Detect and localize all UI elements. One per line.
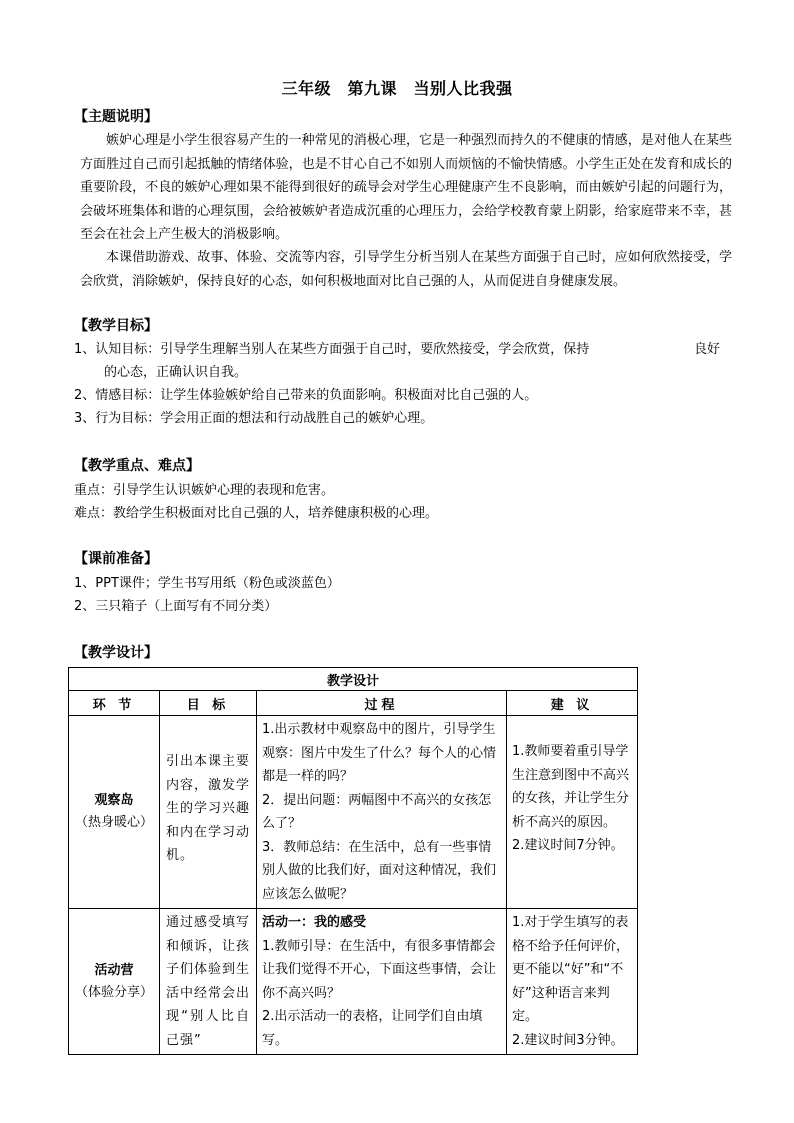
table-row <box>69 716 638 909</box>
header-suggestion: 建 议 <box>507 691 638 716</box>
process-cell <box>257 909 507 1055</box>
design-heading: 【教学设计】 <box>74 645 158 661</box>
goal-3: 3、行为目标：学会用正面的想法和行动战胜自己的嫉妒心理。 <box>74 411 434 426</box>
process-cell <box>257 716 507 909</box>
suggestion-item: 1.对于学生填写的表格不给予任何评价，更不能以“好”和“不好”这种语言来判定。 <box>512 915 630 1024</box>
section-subtitle: （体验分享） <box>74 984 153 1000</box>
suggestion-cell <box>507 716 638 909</box>
goal-cell: 通过感受填写和倾诉，让孩子们体验到生活中经常会出现“别人比自己强” <box>160 909 257 1055</box>
suggestion-item: 2.建议时间3分钟。 <box>512 1032 624 1048</box>
table-caption: 教学设计 <box>69 668 638 691</box>
process-step: 1.出示教材中观察岛中的图片，引导学生观察：图片中发生了什么？每个人的心情都是一样的吗？ <box>262 722 497 784</box>
difficult-point: 难点：教给学生积极面对比自己强的人，培养健康积极的心理。 <box>74 506 439 521</box>
suggestion-cell <box>507 909 638 1055</box>
process-step: 3．教师总结：在生活中，总有一些事情别人做的比我们好，面对这种情况，我们应该怎么做呢？ <box>262 839 497 902</box>
section-cell <box>69 909 160 1055</box>
key-point: 重点：引导学生认识嫉妒心理的表现和危害。 <box>74 483 335 498</box>
goal-1-line-2: 的心态，正确认识自我。 <box>104 365 248 380</box>
header-section: 环 节 <box>69 691 160 716</box>
suggestion-item: 1.教师要着重引导学生注意到图中不高兴的女孩，并让学生分析不高兴的原因。 <box>512 744 630 830</box>
theme-heading: 【主题说明】 <box>74 109 158 125</box>
section-name: 观察岛 <box>94 793 134 808</box>
goal-cell: 引出本课主要内容，激发学生的学习兴趣和内在学习动机。 <box>160 716 257 909</box>
header-goal: 目 标 <box>160 691 257 716</box>
section-subtitle: （热身暖心） <box>74 815 153 830</box>
process-step: 1.教师引导：在生活中，有很多事情都会让我们觉得不开心，下面这些事情，会让你不高兴吗？ <box>262 938 497 1001</box>
prep-heading: 【课前准备】 <box>74 551 158 567</box>
process-step: 2．提出问题：两幅图中不高兴的女孩怎么了？ <box>262 792 492 831</box>
prep-item-1: 1、PPT课件；学生书写用纸（粉色或淡蓝色） <box>74 576 340 591</box>
prep-item-2: 2、三只箱子（上面写有不同分类） <box>74 599 278 614</box>
goal-1-gap-word: 良好 <box>694 342 721 357</box>
theme-paragraph-1: 嫉妒心理是小学生很容易产生的一种常见的消极心理，它是一种强烈而持久的不健康的情感，是对他人在某些方面胜过自己而引起抵触的情绪体验，也是不甘心自己不如别人而烦恼的不愉快情感。小学生正处在发育和成长的重要阶段，不良的嫉妒心理如果不能得到很好的疏导会对学生心理健康产生不良影响，而由嫉妒引起的问题行为，会破坏班集体和谐的心理氛围，会给被嫉妒者造成沉重的心理压力，会给学校教育蒙上阴影，给家庭带来不幸，甚至会在社会上产生极大的消极影响。 <box>80 133 732 242</box>
design-table <box>68 667 638 1055</box>
table-row <box>69 909 638 1055</box>
goal-1-line-1: 1、认知目标：引导学生理解当别人在某些方面强于自己时，要欣然接受，学会欣赏，保持 <box>74 342 590 357</box>
lesson-title: 三年级 第九课 当别人比我强 <box>281 79 513 98</box>
key-points-heading: 【教学重点、难点】 <box>74 458 200 474</box>
section-cell <box>69 716 160 909</box>
goals-heading: 【教学目标】 <box>74 318 158 334</box>
activity-title: 活动一：我的感受 <box>262 915 367 930</box>
header-process: 过程 <box>257 691 507 716</box>
section-name: 活动营 <box>94 962 134 978</box>
theme-paragraph-2: 本课借助游戏、故事、体验、交流等内容，引导学生分析当别人在某些方面强于自己时，应如何欣然接受，学会欣赏，消除嫉妒，保持良好的心态，如何积极地面对比自己强的人，从而促进自身健康发展。 <box>80 250 732 289</box>
suggestion-item: 2.建议时间7分钟。 <box>512 838 624 853</box>
table-header-row <box>69 691 638 716</box>
process-step: 2.出示活动一的表格，让同学们自由填写。 <box>262 1009 483 1048</box>
goal-2: 2、情感目标：让学生体验嫉妒给自己带来的负面影响。积极面对比自己强的人。 <box>74 388 538 403</box>
